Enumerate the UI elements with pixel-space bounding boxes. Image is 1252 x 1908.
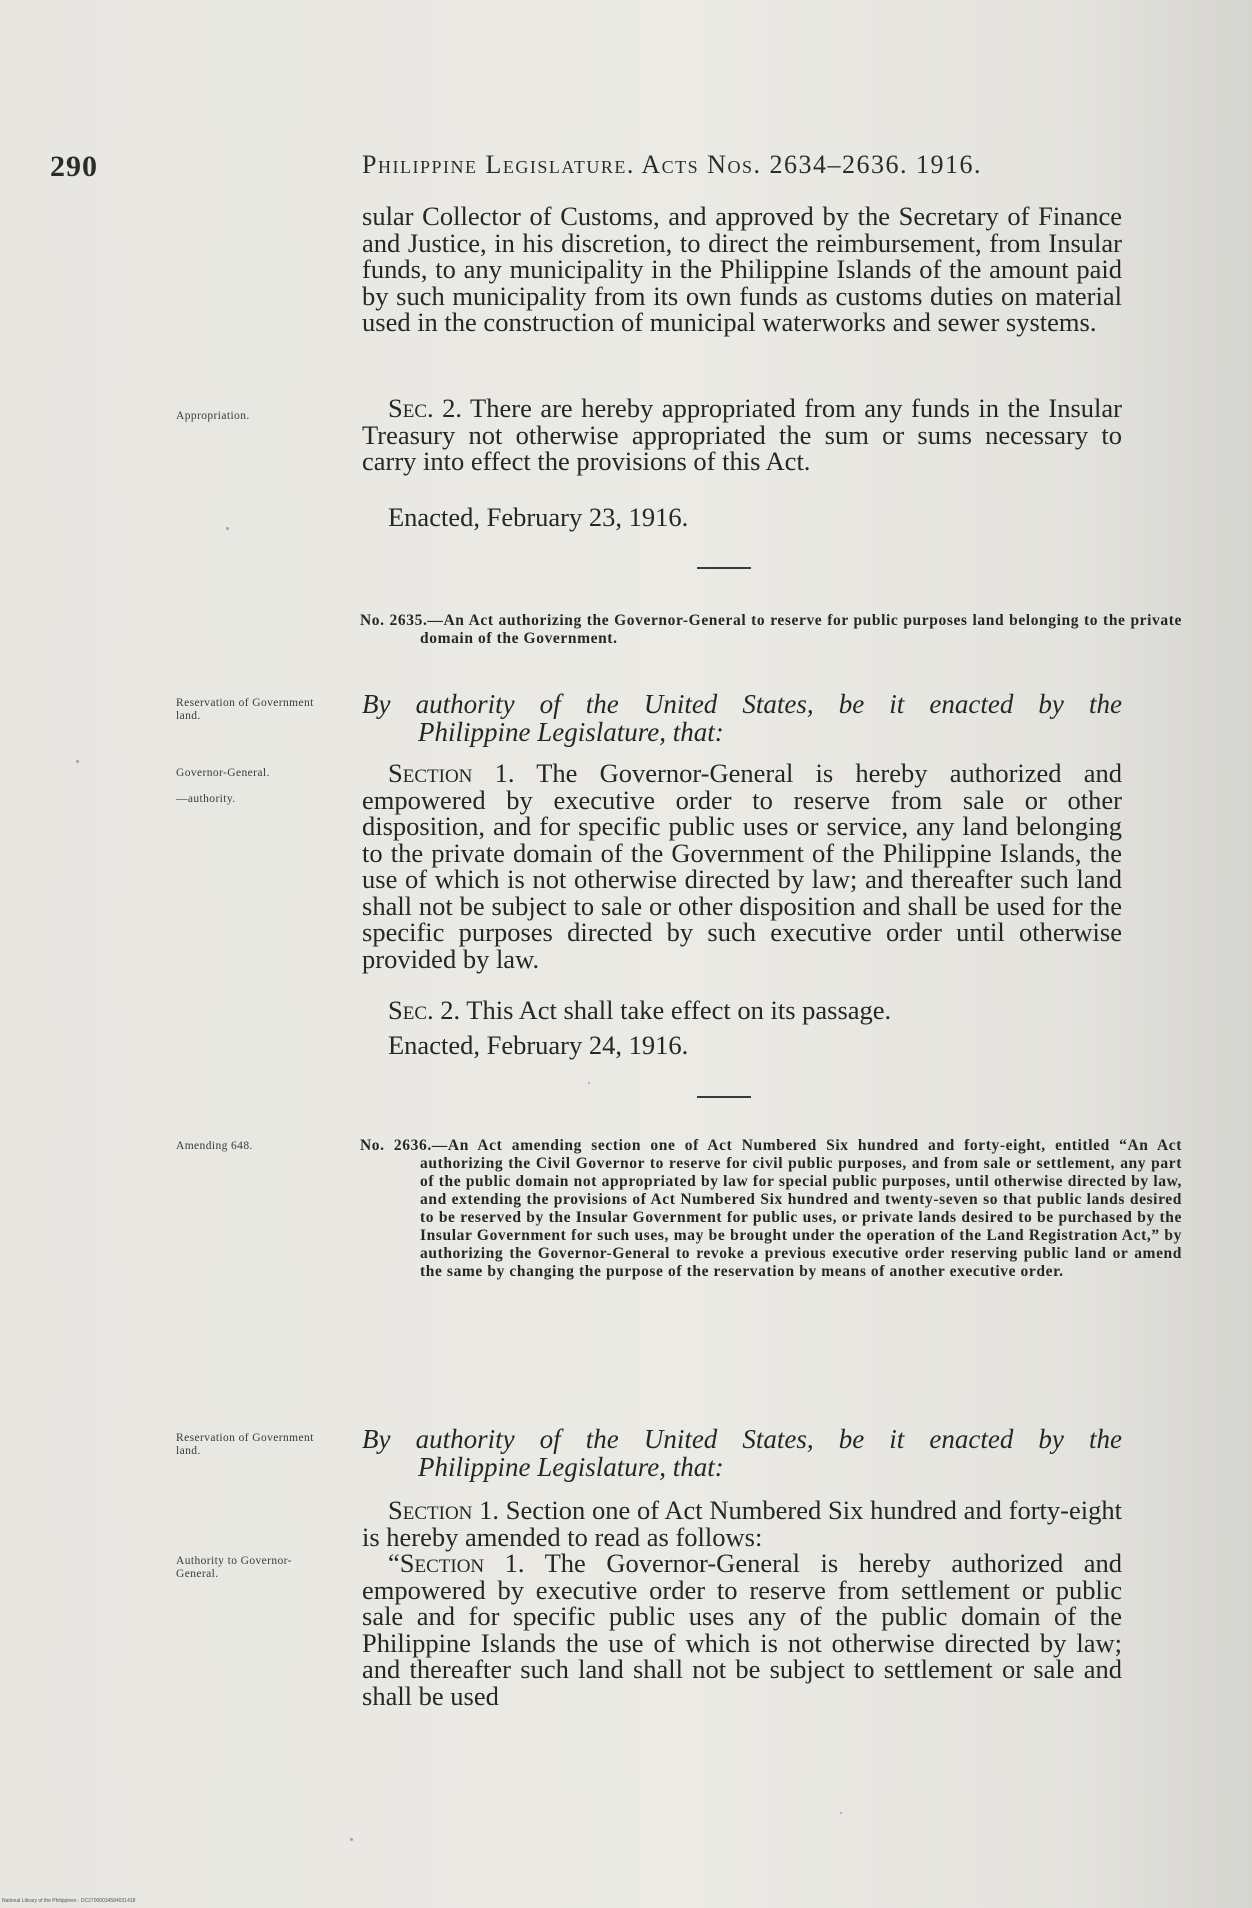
section-divider-rule (697, 567, 751, 569)
margin-note-authority: —authority. (176, 793, 236, 805)
enacting-clause-line-2: Philippine Legislature, that: (418, 717, 724, 747)
section-label: Section 1. (388, 758, 515, 788)
margin-note-authority-to-governor-general: Authority to Governor-General. (176, 1555, 292, 1580)
enacting-clause-line-1: By authority of the United States, be it enacted by the (362, 1424, 1122, 1454)
section-text: There are hereby appropriated from any funds in the Insular Treasury not otherwise appropriated the sum or sums necessary to carry into effect the provisions of this Act. (362, 393, 1122, 476)
section-text: The Governor-General is hereby authorized and empowered by executive order to reserve from sale or other disposition, and for specific public uses or service, any land belonging to the private domain of the Government of the Philippine Islands, the use of which is not otherwise directed by law; and thereafter such land shall not be subject to sale or other disposition and shall be used for the specific purposes directed by such executive order until otherwise provided by law. (362, 758, 1122, 974)
section-divider-rule (697, 1096, 751, 1098)
page-number: 290 (50, 150, 98, 183)
act-2635-section-1 (362, 760, 1122, 972)
section-text: The Governor-General is hereby authorized and empowered by executive order to reserve from settlement or public sale and for specific public uses any of the public domain of the Philippine Islands the use of which is not otherwise directed by law; and thereafter such land shall not be subject to settlement or sale and shall be used (362, 1548, 1123, 1711)
act-2636-quoted-section-1 (362, 1550, 1122, 1709)
scan-speck (588, 1082, 590, 1084)
section-label: “Section 1. (388, 1548, 525, 1578)
scan-speck (226, 527, 229, 530)
margin-note-reservation-of-government-land-2: Reservation of Government land. (176, 1432, 314, 1457)
scan-speck (76, 760, 79, 763)
act-2634-continuation-text: sular Collector of Customs, and approved by the Secretary of Finance and Justice, in his discretion, to direct the reimbursement, from Insular funds, to any municipality in the Philippine Islands of the amount paid by such municipality from its own funds as customs duties on material used in the construction of municipal waterworks and sewer systems. (362, 201, 1122, 337)
enacting-clause-line-2: Philippine Legislature, that: (418, 1452, 724, 1482)
act-2634-enacted-date: Enacted, February 23, 1916. (388, 502, 689, 532)
scan-speck (350, 1838, 353, 1841)
section-label: Sec. 2. (388, 995, 461, 1025)
scan-credit-footer: National Library of the Philippines · DC27000034584031418 (2, 1898, 136, 1904)
act-2636-enacting-clause (362, 1425, 1122, 1481)
act-2634-section-2 (362, 395, 1122, 475)
act-2635-enacting-clause (362, 690, 1122, 746)
margin-note-amending-648: Amending 648. (176, 1140, 253, 1152)
margin-note-reservation-of-government-land: Reservation of Government land. (176, 697, 314, 722)
margin-note-appropriation: Appropriation. (176, 410, 250, 422)
act-2634-continuation (362, 203, 1122, 336)
margin-note-governor-general: Governor-General. (176, 767, 270, 779)
running-head: Philippine Legislature. Acts Nos. 2634–2636. 1916. (362, 150, 982, 179)
act-2636-title: No. 2636.—An Act amending section one of Act Numbered Six hundred and forty-eight, entitled “An Act authorizing the Civil Governor to reserve for civil public purposes, and from sale or settlement, any part of the public domain not appropriated by law for special public purposes, until otherwise directed by law, and extending the provisions of Act Numbered Six hundred and twenty-seven so that public lands desired to be reserved by the Insular Government for public uses, or private lands desired to be purchased by the Insular Government for such uses, may be brought under the operation of the Land Registration Act,” by authorizing the Governor-General to revoke a previous executive order reserving public land or amend the same by changing the purpose of the reservation by means of another executive order. (360, 1137, 1182, 1280)
section-label: Sec. 2. (388, 393, 463, 423)
act-2635-section-2 (362, 997, 1122, 1024)
scan-speck (840, 1812, 842, 1814)
act-2635-title: No. 2635.—An Act authorizing the Governor-General to reserve for public purposes land belonging to the private domain of the Government. (360, 612, 1182, 647)
section-label: Section 1. (388, 1495, 500, 1525)
section-text: Section one of Act Numbered Six hundred and forty-eight is hereby amended to read as follows: (362, 1495, 1122, 1552)
act-2636-section-1 (362, 1497, 1122, 1550)
act-2635-enacted-date: Enacted, February 24, 1916. (388, 1030, 689, 1060)
section-text: This Act shall take effect on its passage. (460, 995, 892, 1025)
enacting-clause-line-1: By authority of the United States, be it enacted by the (362, 689, 1122, 719)
